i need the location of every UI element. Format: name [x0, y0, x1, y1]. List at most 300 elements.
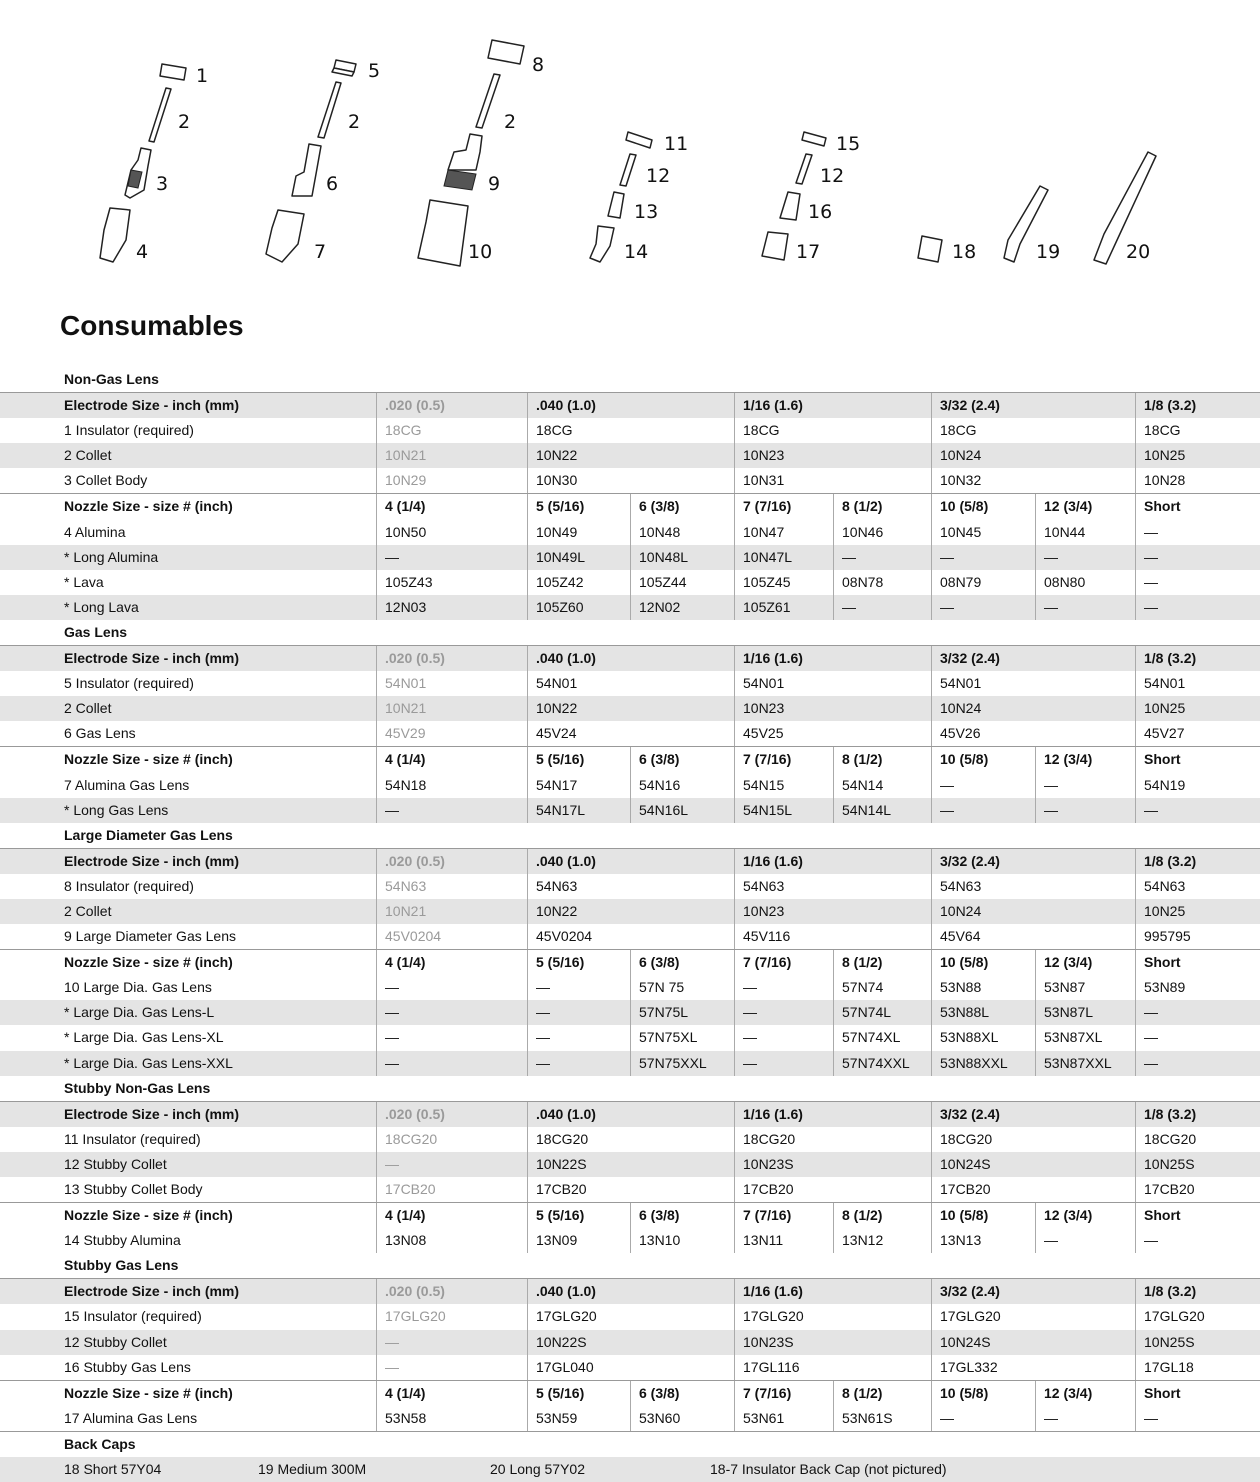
nozzle-size-header: 7 (7/16)	[734, 1381, 832, 1406]
nozzle-header-row	[0, 493, 1260, 519]
part-number-cell: 53N87L	[1035, 1000, 1135, 1025]
electrode-header-row	[0, 848, 1260, 874]
part-collet-2c	[476, 74, 500, 128]
nozzle-row	[0, 773, 1260, 798]
part-insulator-11	[626, 132, 652, 148]
part-number-cell: 13N08	[376, 1228, 526, 1253]
part-number-cell: 53N59	[527, 1406, 630, 1431]
part-number-cell: 10N47	[734, 520, 832, 545]
electrode-size-header: .020 (0.5)	[376, 393, 526, 418]
part-number-cell: 54N16	[630, 773, 734, 798]
part-number-cell: 54N63	[734, 874, 930, 899]
part-number-cell: 54N63	[376, 874, 526, 899]
callout-9: 9	[488, 173, 501, 195]
part-number-cell: 45V24	[527, 721, 733, 746]
part-number-cell: 54N63	[1135, 874, 1260, 899]
part-number-cell: 10N22S	[527, 1152, 733, 1177]
part-number-cell: 54N14L	[833, 798, 931, 823]
nozzle-header-row	[0, 746, 1260, 772]
part-number-cell: 10N29	[376, 468, 526, 493]
part-number-cell: 10N44	[1035, 520, 1135, 545]
back-cap-item: 18 Short 57Y04	[64, 1461, 162, 1478]
nozzle-header-label: Nozzle Size - size # (inch)	[64, 954, 233, 971]
page-title: Consumables	[60, 310, 244, 341]
part-number-cell: 10N49	[527, 520, 630, 545]
part-large-gas-lens-9	[444, 134, 482, 190]
part-number-cell: 10N49L	[527, 545, 630, 570]
nozzle-header-row	[0, 1202, 1260, 1228]
nozzle-size-header: 8 (1/2)	[833, 1381, 931, 1406]
part-number-cell: —	[734, 975, 832, 1000]
callout-12a: 12	[646, 165, 671, 187]
part-label: 1 Insulator (required)	[64, 422, 194, 439]
electrode-size-header: 1/8 (3.2)	[1135, 393, 1260, 418]
electrode-header-label: Electrode Size - inch (mm)	[64, 397, 240, 414]
part-number-cell: —	[1135, 1051, 1260, 1076]
part-number-cell: —	[833, 595, 931, 620]
electrode-size-header: .040 (1.0)	[527, 646, 733, 671]
part-label: 3 Collet Body	[64, 472, 148, 489]
part-number-cell: 57N75XL	[630, 1025, 734, 1050]
electrode-header-row	[0, 1101, 1260, 1127]
callout-15: 15	[836, 133, 861, 155]
callout-16: 16	[808, 201, 833, 223]
part-number-cell: 10N25S	[1135, 1152, 1260, 1177]
callout-13: 13	[634, 201, 659, 223]
part-number-cell: 54N63	[527, 874, 733, 899]
electrode-size-header: 3/32 (2.4)	[931, 393, 1134, 418]
part-number-cell: 10N24	[931, 899, 1134, 924]
part-number-cell: 08N80	[1035, 570, 1135, 595]
part-label: 15 Insulator (required)	[64, 1308, 202, 1325]
callout-7: 7	[314, 241, 327, 263]
electrode-size-header: 3/32 (2.4)	[931, 1279, 1134, 1304]
part-number-cell: 10N21	[376, 443, 526, 468]
electrode-size-header: .040 (1.0)	[527, 849, 733, 874]
electrode-row	[0, 468, 1260, 493]
nozzle-size-header: 6 (3/8)	[630, 950, 734, 975]
part-number-cell: 18CG	[527, 418, 733, 443]
callout-2c: 2	[504, 111, 517, 133]
part-number-cell: 10N31	[734, 468, 930, 493]
part-number-cell: 10N22S	[527, 1330, 733, 1355]
part-stubby-collet-body-13	[608, 192, 624, 218]
nozzle-size-header: 10 (5/8)	[931, 1203, 1034, 1228]
electrode-size-header: .020 (0.5)	[376, 646, 526, 671]
electrode-row	[0, 1177, 1260, 1202]
part-label: 2 Collet	[64, 447, 112, 464]
part-label: 12 Stubby Collet	[64, 1333, 167, 1350]
part-number-cell: —	[833, 545, 931, 570]
part-number-cell: 57N74	[833, 975, 931, 1000]
part-number-cell: 18CG	[1135, 418, 1260, 443]
electrode-size-header: 1/16 (1.6)	[734, 1279, 930, 1304]
part-label: * Long Lava	[64, 598, 139, 615]
callout-19: 19	[1036, 241, 1061, 263]
part-number-cell: 57N74XL	[833, 1025, 931, 1050]
part-nozzle-14	[590, 226, 614, 262]
nozzle-row	[0, 1051, 1260, 1076]
callout-1: 1	[196, 65, 209, 87]
part-label: 9 Large Diameter Gas Lens	[64, 928, 236, 945]
electrode-size-header: 3/32 (2.4)	[931, 849, 1134, 874]
callout-2b: 2	[348, 111, 361, 133]
part-label: 17 Alumina Gas Lens	[64, 1409, 198, 1426]
part-label: 13 Stubby Collet Body	[64, 1181, 203, 1197]
nozzle-size-header: 8 (1/2)	[833, 494, 931, 519]
nozzle-size-header: 7 (7/16)	[734, 747, 832, 772]
callout-10: 10	[468, 241, 493, 263]
electrode-header-label: Electrode Size - inch (mm)	[64, 1283, 240, 1300]
nozzle-row	[0, 975, 1260, 1000]
part-number-cell: 12N02	[630, 595, 734, 620]
part-number-cell: —	[1035, 1228, 1135, 1253]
nozzle-size-header: 6 (3/8)	[630, 494, 734, 519]
part-number-cell: 08N78	[833, 570, 931, 595]
part-number-cell: —	[376, 545, 526, 570]
part-number-cell: 57N74L	[833, 1000, 931, 1025]
part-number-cell: 10N50	[376, 520, 526, 545]
callout-12b: 12	[820, 165, 845, 187]
part-insulator-5	[332, 60, 356, 76]
electrode-size-header: 1/8 (3.2)	[1135, 849, 1260, 874]
back-cap-item: 20 Long 57Y02	[490, 1461, 585, 1478]
part-number-cell: 18CG20	[527, 1127, 733, 1152]
part-number-cell: 45V29	[376, 721, 526, 746]
back-caps-row	[0, 1457, 1260, 1482]
part-number-cell: 45V0204	[376, 924, 526, 949]
part-label: 5 Insulator (required)	[64, 675, 194, 692]
part-number-cell: —	[1035, 1406, 1135, 1431]
nozzle-size-header: 4 (1/4)	[376, 1203, 526, 1228]
electrode-row	[0, 696, 1260, 721]
part-number-cell: 57N74XXL	[833, 1051, 931, 1076]
part-number-cell: 18CG	[931, 418, 1134, 443]
part-label: 16 Stubby Gas Lens	[64, 1358, 191, 1375]
nozzle-size-header: Short	[1135, 1203, 1260, 1228]
electrode-header-label: Electrode Size - inch (mm)	[64, 1105, 240, 1122]
nozzle-size-header: 5 (5/16)	[527, 494, 630, 519]
part-number-cell: —	[1135, 520, 1260, 545]
part-number-cell: —	[376, 798, 526, 823]
part-number-cell: 53N87	[1035, 975, 1135, 1000]
nozzle-size-header: 5 (5/16)	[527, 747, 630, 772]
part-number-cell: 10N48L	[630, 545, 734, 570]
part-label: 10 Large Dia. Gas Lens	[64, 979, 212, 996]
section-heading	[0, 1431, 1260, 1457]
callout-11: 11	[664, 133, 689, 155]
nozzle-size-header: 5 (5/16)	[527, 1203, 630, 1228]
part-back-cap-short-18	[918, 236, 942, 262]
section-heading	[0, 1253, 1260, 1278]
part-label: 12 Stubby Collet	[64, 1155, 167, 1172]
electrode-size-header: 1/8 (3.2)	[1135, 1279, 1260, 1304]
nozzle-header-label: Nozzle Size - size # (inch)	[64, 1207, 233, 1224]
part-insulator-1	[160, 64, 186, 80]
part-number-cell: —	[1035, 773, 1135, 798]
nozzle-size-header: 10 (5/8)	[931, 950, 1034, 975]
part-nozzle-17	[762, 232, 788, 260]
part-nozzle-4	[100, 208, 130, 262]
section-heading	[0, 367, 1260, 392]
part-number-cell: 10N25	[1135, 443, 1260, 468]
part-number-cell: 10N25S	[1135, 1330, 1260, 1355]
part-number-cell: 18CG20	[734, 1127, 930, 1152]
part-number-cell: 10N30	[527, 468, 733, 493]
part-number-cell: —	[1135, 1000, 1260, 1025]
electrode-row	[0, 721, 1260, 746]
part-number-cell: 53N89	[1135, 975, 1260, 1000]
part-number-cell: —	[1135, 1228, 1260, 1253]
part-number-cell: —	[527, 1000, 630, 1025]
part-number-cell: 17GL040	[527, 1355, 733, 1380]
part-stubby-gas-lens-16	[780, 192, 800, 220]
part-number-cell: 10N22	[527, 899, 733, 924]
section-title: Back Caps	[64, 1435, 136, 1452]
electrode-size-header: 3/32 (2.4)	[931, 646, 1134, 671]
nozzle-row	[0, 570, 1260, 595]
part-number-cell: 13N10	[630, 1228, 734, 1253]
part-number-cell: 18CG	[734, 418, 930, 443]
part-number-cell: 10N21	[376, 899, 526, 924]
part-number-cell: 10N24	[931, 696, 1134, 721]
electrode-size-header: .040 (1.0)	[527, 1279, 733, 1304]
part-number-cell: 10N46	[833, 520, 931, 545]
nozzle-header-label: Nozzle Size - size # (inch)	[64, 1384, 233, 1401]
part-number-cell: 105Z44	[630, 570, 734, 595]
part-number-cell: —	[931, 595, 1034, 620]
part-number-cell: 18CG20	[931, 1127, 1134, 1152]
part-number-cell: 10N22	[527, 696, 733, 721]
part-number-cell: 10N48	[630, 520, 734, 545]
part-number-cell: 54N15L	[734, 798, 832, 823]
part-number-cell: 17CB20	[527, 1177, 733, 1202]
part-number-cell: 10N24S	[931, 1152, 1134, 1177]
nozzle-header-row	[0, 1380, 1260, 1406]
part-number-cell: 13N09	[527, 1228, 630, 1253]
nozzle-row	[0, 1000, 1260, 1025]
part-number-cell: 54N01	[527, 671, 733, 696]
part-number-cell: 08N79	[931, 570, 1034, 595]
nozzle-size-header: Short	[1135, 1381, 1260, 1406]
electrode-row	[0, 671, 1260, 696]
nozzle-size-header: 4 (1/4)	[376, 950, 526, 975]
part-number-cell: 18CG20	[1135, 1127, 1260, 1152]
part-number-cell: 18CG	[376, 418, 526, 443]
part-number-cell: —	[734, 1025, 832, 1050]
nozzle-size-header: 12 (3/4)	[1035, 1203, 1135, 1228]
part-number-cell: 10N47L	[734, 545, 832, 570]
electrode-row	[0, 899, 1260, 924]
part-number-cell: 10N23	[734, 899, 930, 924]
part-number-cell: 10N23S	[734, 1330, 930, 1355]
part-number-cell: —	[1135, 1025, 1260, 1050]
electrode-size-header: .040 (1.0)	[527, 393, 733, 418]
part-gas-lens-6	[292, 144, 321, 196]
electrode-header-row	[0, 645, 1260, 671]
part-number-cell: —	[1135, 798, 1260, 823]
part-number-cell: 10N22	[527, 443, 733, 468]
nozzle-size-header: 7 (7/16)	[734, 494, 832, 519]
part-number-cell: 54N01	[1135, 671, 1260, 696]
part-number-cell: —	[376, 1025, 526, 1050]
part-collet-body-3	[125, 148, 151, 198]
nozzle-header-label: Nozzle Size - size # (inch)	[64, 751, 233, 768]
electrode-size-header: .020 (0.5)	[376, 1102, 526, 1127]
nozzle-size-header: 4 (1/4)	[376, 1381, 526, 1406]
part-number-cell: 17GLG20	[931, 1304, 1134, 1329]
part-nozzle-10	[418, 200, 468, 266]
part-stubby-collet-12b	[796, 154, 812, 184]
part-number-cell: 17GLG20	[376, 1304, 526, 1329]
part-number-cell: 53N88XL	[931, 1025, 1034, 1050]
callout-14: 14	[624, 241, 649, 263]
part-number-cell: 17GL18	[1135, 1355, 1260, 1380]
part-label: * Large Dia. Gas Lens-XXL	[64, 1054, 233, 1071]
part-number-cell: 54N17	[527, 773, 630, 798]
part-label: * Large Dia. Gas Lens-L	[64, 1004, 215, 1021]
part-number-cell: 995795	[1135, 924, 1260, 949]
part-number-cell: 53N88	[931, 975, 1034, 1000]
part-number-cell: 53N60	[630, 1406, 734, 1431]
electrode-row	[0, 418, 1260, 443]
callout-17: 17	[796, 241, 821, 263]
part-number-cell: 13N13	[931, 1228, 1034, 1253]
callout-2a: 2	[178, 111, 191, 133]
electrode-header-label: Electrode Size - inch (mm)	[64, 650, 240, 667]
nozzle-size-header: 10 (5/8)	[931, 1381, 1034, 1406]
part-number-cell: 10N24S	[931, 1330, 1134, 1355]
part-number-cell: —	[1035, 798, 1135, 823]
nozzle-size-header: 12 (3/4)	[1035, 950, 1135, 975]
part-number-cell: —	[734, 1000, 832, 1025]
part-number-cell: 105Z45	[734, 570, 832, 595]
nozzle-row	[0, 595, 1260, 620]
part-number-cell: 10N32	[931, 468, 1134, 493]
part-number-cell: —	[931, 545, 1034, 570]
nozzle-size-header: 12 (3/4)	[1035, 747, 1135, 772]
part-number-cell: 10N25	[1135, 696, 1260, 721]
electrode-row	[0, 874, 1260, 899]
part-number-cell: 54N18	[376, 773, 526, 798]
part-label: * Long Alumina	[64, 548, 159, 565]
electrode-size-header: .020 (0.5)	[376, 849, 526, 874]
part-number-cell: 53N88XXL	[931, 1051, 1034, 1076]
nozzle-size-header: 10 (5/8)	[931, 494, 1034, 519]
part-number-cell: 53N88L	[931, 1000, 1034, 1025]
nozzle-row	[0, 1025, 1260, 1050]
nozzle-size-header: 8 (1/2)	[833, 747, 931, 772]
electrode-header-label: Electrode Size - inch (mm)	[64, 852, 240, 869]
callout-3: 3	[156, 173, 169, 195]
callout-6: 6	[326, 173, 339, 195]
part-number-cell: 54N17L	[527, 798, 630, 823]
part-number-cell: 45V26	[931, 721, 1134, 746]
part-number-cell: 54N01	[931, 671, 1134, 696]
electrode-size-header: 1/8 (3.2)	[1135, 1102, 1260, 1127]
part-number-cell: 10N23	[734, 696, 930, 721]
electrode-row	[0, 1152, 1260, 1177]
part-number-cell: 45V64	[931, 924, 1134, 949]
part-number-cell: 10N23	[734, 443, 930, 468]
electrode-header-row	[0, 1278, 1260, 1304]
part-number-cell: —	[1135, 545, 1260, 570]
nozzle-size-header: 8 (1/2)	[833, 950, 931, 975]
part-number-cell: —	[376, 1000, 526, 1025]
nozzle-size-header: 10 (5/8)	[931, 747, 1034, 772]
part-number-cell: 53N58	[376, 1406, 526, 1431]
part-number-cell: —	[734, 1051, 832, 1076]
part-number-cell: 57N75L	[630, 1000, 734, 1025]
electrode-size-header: .040 (1.0)	[527, 1102, 733, 1127]
part-number-cell: 17CB20	[931, 1177, 1134, 1202]
nozzle-row	[0, 1406, 1260, 1431]
part-number-cell: 53N87XXL	[1035, 1051, 1135, 1076]
part-collet-2b	[318, 82, 341, 138]
electrode-row	[0, 1330, 1260, 1355]
part-number-cell: 54N16L	[630, 798, 734, 823]
part-number-cell: 45V25	[734, 721, 930, 746]
part-number-cell: 57N75XXL	[630, 1051, 734, 1076]
part-number-cell: 18CG20	[376, 1127, 526, 1152]
part-number-cell: 17CB20	[734, 1177, 930, 1202]
nozzle-size-header: 5 (5/16)	[527, 950, 630, 975]
nozzle-size-header: 7 (7/16)	[734, 950, 832, 975]
part-number-cell: 10N24	[931, 443, 1134, 468]
part-label: * Large Dia. Gas Lens-XL	[64, 1029, 224, 1046]
part-number-cell: —	[376, 1330, 526, 1355]
part-number-cell: 54N19	[1135, 773, 1260, 798]
nozzle-size-header: 6 (3/8)	[630, 1203, 734, 1228]
part-nozzle-7	[266, 210, 304, 262]
callout-4: 4	[136, 241, 149, 263]
electrode-row	[0, 1127, 1260, 1152]
nozzle-size-header: 12 (3/4)	[1035, 1381, 1135, 1406]
part-label: 2 Collet	[64, 700, 112, 717]
section-heading	[0, 620, 1260, 645]
callout-18: 18	[952, 241, 977, 263]
electrode-size-header: 1/16 (1.6)	[734, 849, 930, 874]
part-collet-2a	[149, 88, 171, 142]
callout-8: 8	[532, 54, 545, 76]
part-number-cell: 45V116	[734, 924, 930, 949]
part-number-cell: 17GLG20	[527, 1304, 733, 1329]
part-label: * Lava	[64, 573, 104, 590]
part-number-cell: —	[527, 975, 630, 1000]
electrode-size-header: 1/16 (1.6)	[734, 646, 930, 671]
part-number-cell: 17CB20	[1135, 1177, 1260, 1202]
part-stubby-collet-12a	[620, 154, 636, 186]
part-number-cell: —	[527, 1051, 630, 1076]
part-label: 4 Alumina	[64, 523, 126, 540]
nozzle-header-label: Nozzle Size - size # (inch)	[64, 498, 233, 515]
part-number-cell: 54N01	[734, 671, 930, 696]
nozzle-size-header: 6 (3/8)	[630, 747, 734, 772]
electrode-row	[0, 924, 1260, 949]
electrode-size-header: 3/32 (2.4)	[931, 1102, 1134, 1127]
section-title: Non-Gas Lens	[64, 371, 159, 387]
part-number-cell: 53N61S	[833, 1406, 931, 1431]
part-number-cell: 54N63	[931, 874, 1134, 899]
part-label: 14 Stubby Alumina	[64, 1232, 181, 1249]
part-number-cell: 10N28	[1135, 468, 1260, 493]
part-number-cell: 10N23S	[734, 1152, 930, 1177]
part-number-cell: —	[527, 1025, 630, 1050]
part-number-cell: 53N87XL	[1035, 1025, 1135, 1050]
part-number-cell: 45V27	[1135, 721, 1260, 746]
part-number-cell: —	[931, 1406, 1034, 1431]
part-number-cell: 17GL116	[734, 1355, 930, 1380]
